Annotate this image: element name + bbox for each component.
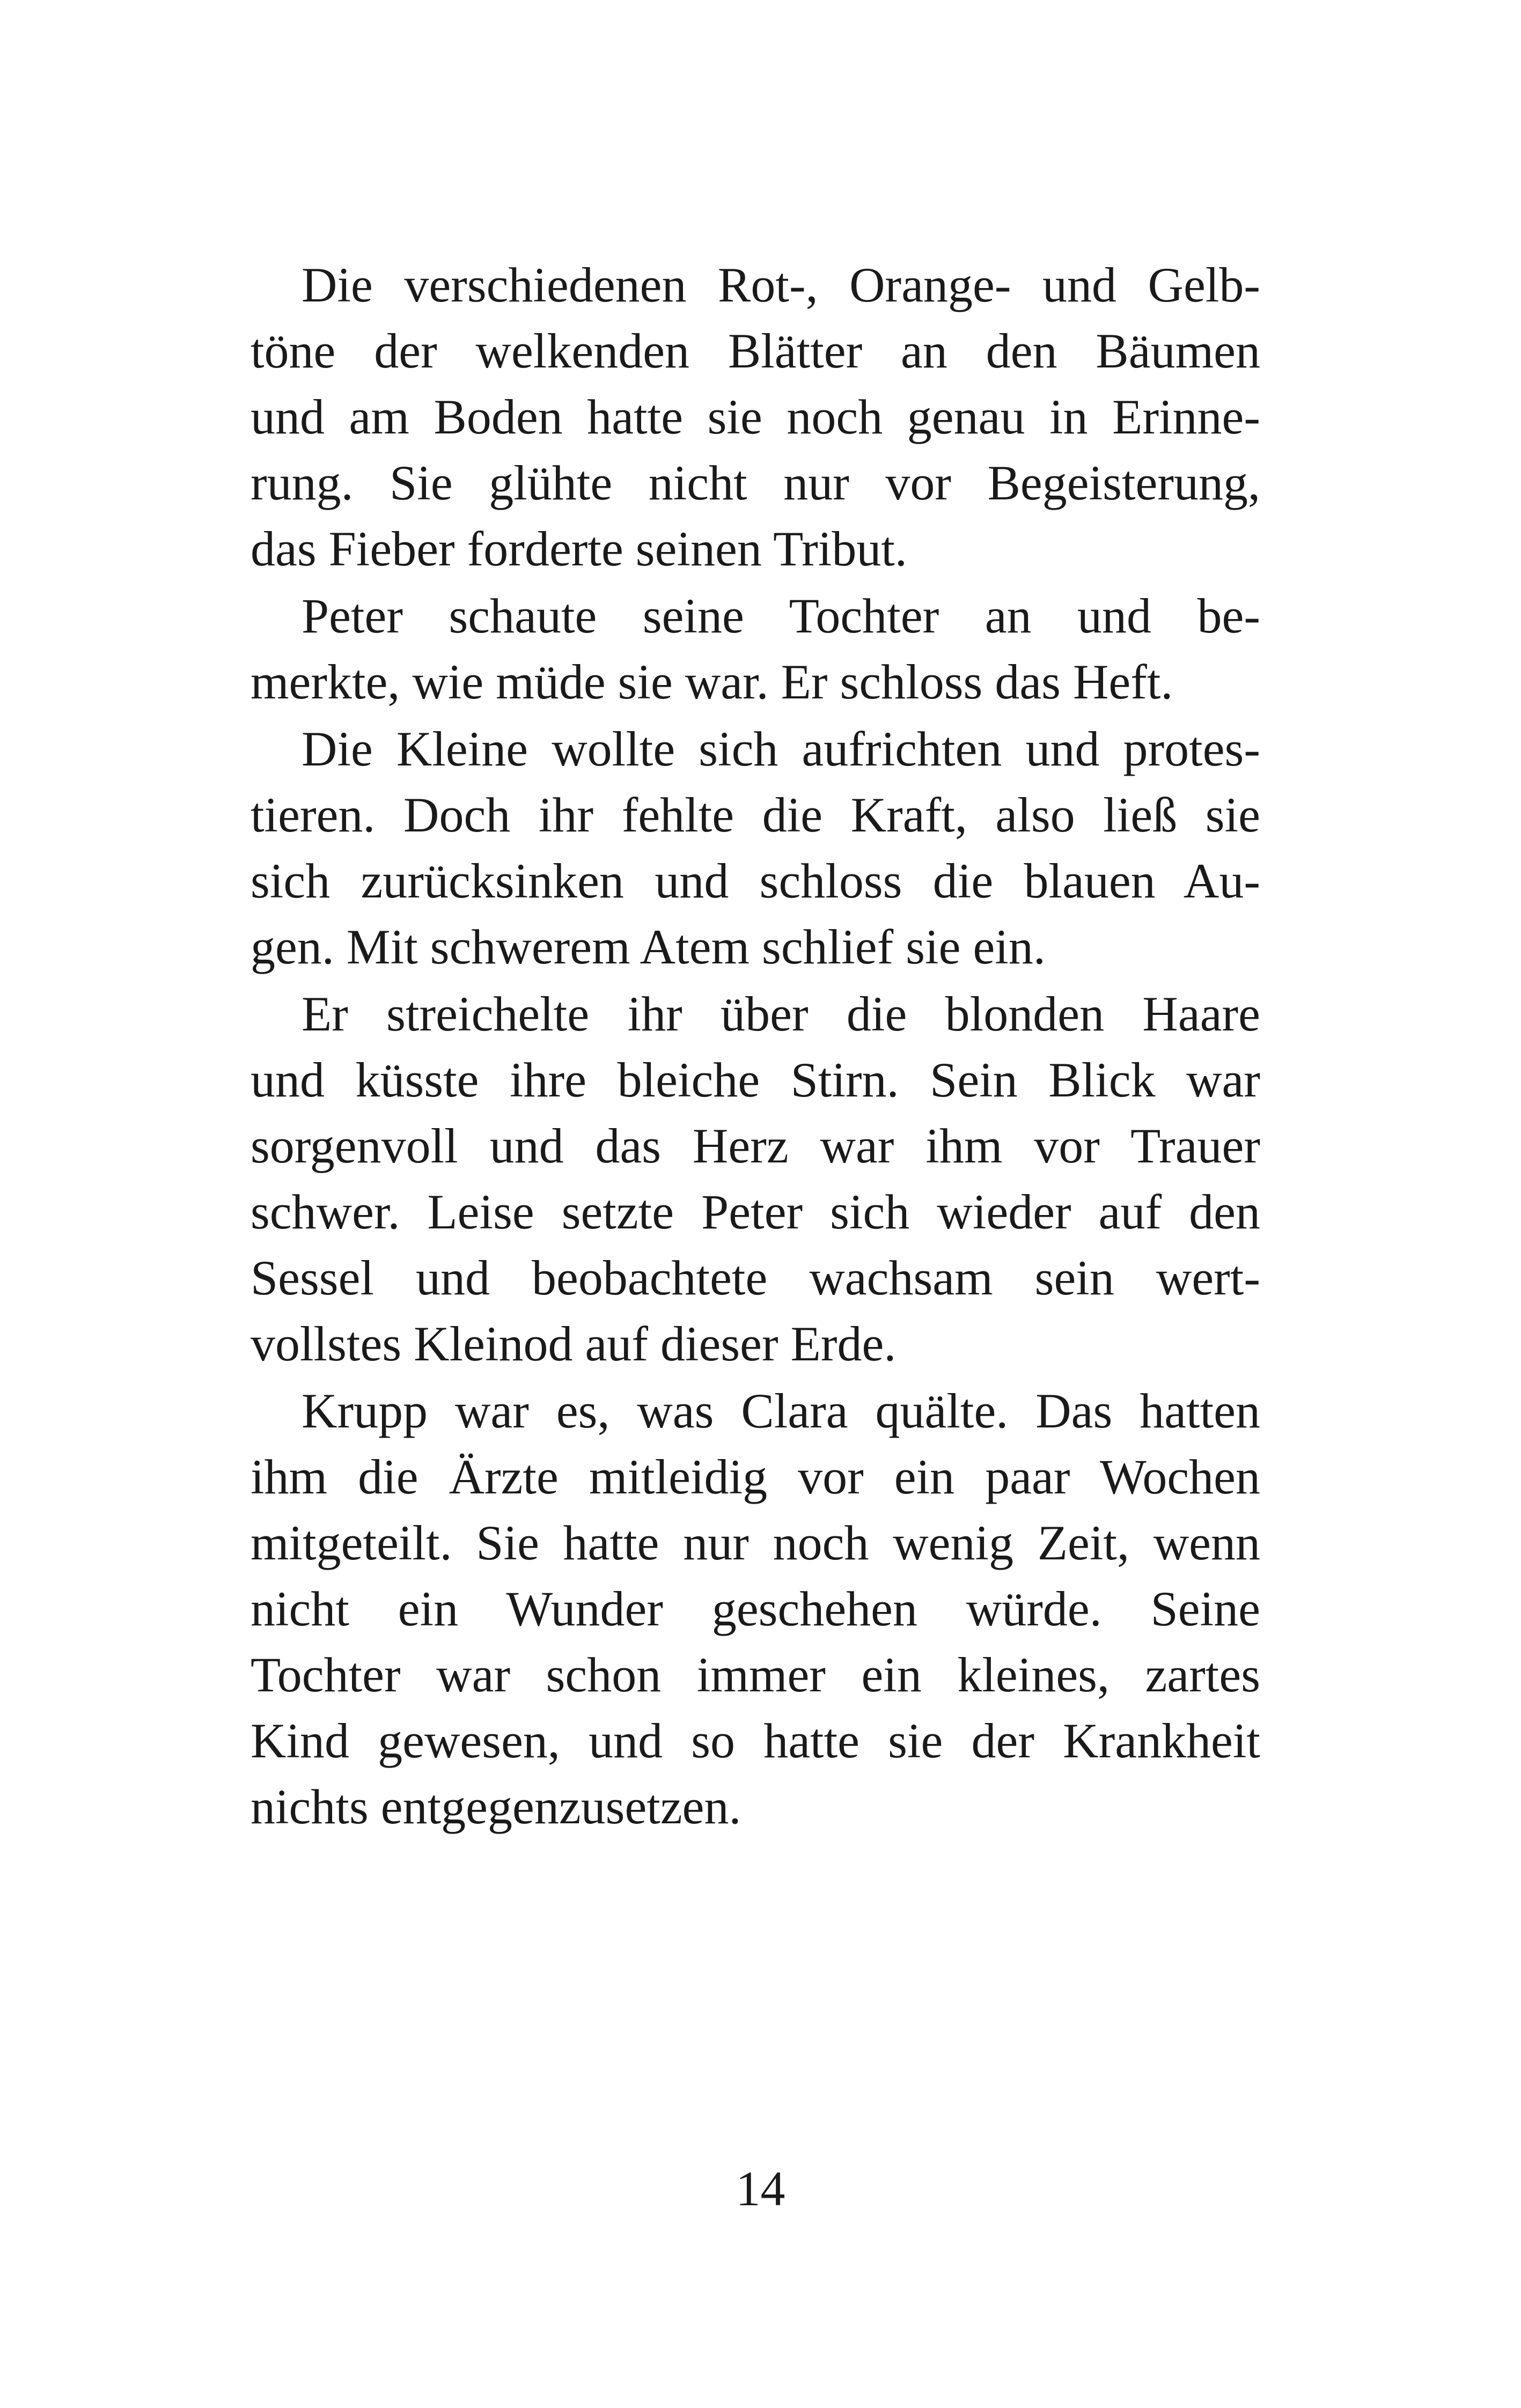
text-line: vollstes Kleinod auf dieser Erde. — [251, 1316, 897, 1371]
text-line: töne der welkenden Blätter an den Bäumen — [251, 323, 1260, 378]
text-line: ihm die Ärzte mitleidig vor ein paar Wochen — [251, 1449, 1260, 1504]
text-line: Krupp war es, was Clara quälte. Das hatten — [302, 1383, 1260, 1438]
text-line: rung. Sie glühte nicht nur vor Begeisterung, — [251, 455, 1260, 510]
paragraph-2 — [251, 583, 1260, 715]
text-line: nicht ein Wunder geschehen würde. Seine — [251, 1581, 1260, 1636]
text-line: das Fieber forderte seinen Tribut. — [251, 521, 907, 576]
text-line: Er streichelte ihr über die blonden Haare — [302, 986, 1260, 1041]
text-line: sich zurücksinken und schloss die blauen Au- — [251, 853, 1260, 908]
paragraph-4 — [251, 981, 1260, 1377]
text-line: Tochter war schon immer ein kleines, zartes — [251, 1647, 1260, 1702]
text-line: und am Boden hatte sie noch genau in Erinne- — [251, 389, 1260, 444]
text-line: merkte, wie müde sie war. Er schloss das Heft. — [251, 654, 1173, 709]
text-line: Peter schaute seine Tochter an und be- — [302, 588, 1260, 643]
text-line: Die verschiedenen Rot-, Orange- und Gelb- — [302, 257, 1260, 312]
text-line: gen. Mit schwerem Atem schlief sie ein. — [251, 919, 1046, 974]
text-line: tieren. Doch ihr fehlte die Kraft, also ließ sie — [251, 787, 1260, 842]
text-line: mitgeteilt. Sie hatte nur noch wenig Zeit, wenn — [251, 1515, 1260, 1570]
text-line: Die Kleine wollte sich aufrichten und protes- — [302, 721, 1260, 776]
paragraph-5 — [251, 1378, 1260, 1840]
text-line: sorgenvoll und das Herz war ihm vor Trauer — [251, 1118, 1260, 1173]
text-line: nichts entgegenzusetzen. — [251, 1779, 741, 1834]
text-line: und küsste ihre bleiche Stirn. Sein Blick war — [251, 1052, 1260, 1107]
text-line: Sessel und beobachtete wachsam sein wert- — [251, 1250, 1260, 1305]
paragraph-3 — [251, 716, 1260, 980]
text-line: schwer. Leise setzte Peter sich wieder auf den — [251, 1184, 1260, 1239]
body-text — [251, 252, 1260, 1840]
page-number: 14 — [736, 2161, 785, 2216]
paragraph-1 — [251, 252, 1260, 582]
text-line: Kind gewesen, und so hatte sie der Krankheit — [251, 1713, 1260, 1768]
